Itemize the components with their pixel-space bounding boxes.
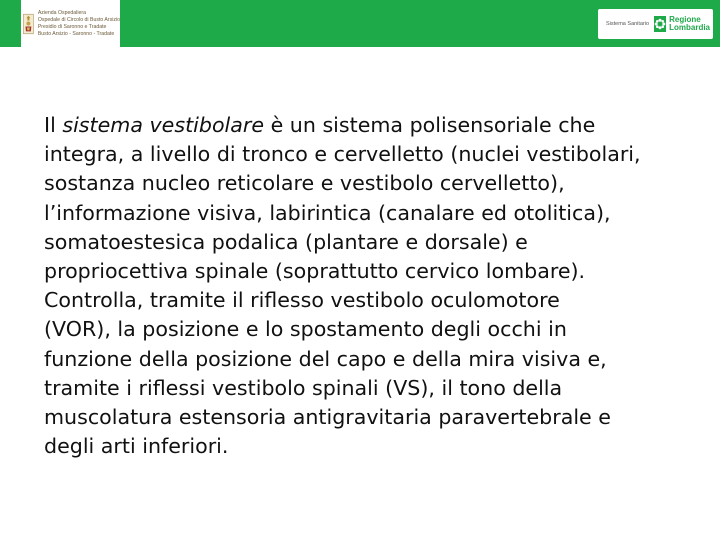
paragraph-line: l’informazione visiva, labirintica (canalare ed otolitica),: [44, 200, 611, 225]
hospital-line-2: Ospedale di Circolo di Busto Arsizio: [37, 16, 120, 23]
hospital-line-1: Azienda Ospedaliera: [37, 9, 86, 16]
paragraph-line: tramite i riflessi vestibolo spinali (VS), il tono della: [44, 375, 563, 400]
line1-prefix: Il: [44, 113, 63, 137]
paragraph-line: [44, 111, 704, 140]
paragraph-line: somatoestesica podalica (plantare e dorsale) e: [44, 229, 528, 254]
hospital-line-4: Busto Arsizio - Saronno - Tradate: [37, 30, 115, 37]
regione-label: Regione: [669, 15, 701, 24]
regione-lombardia-logo: [598, 9, 713, 39]
regione-lombardia-wordmark: [669, 16, 710, 32]
regional-crest-icon: [23, 3, 34, 45]
body-paragraph: [44, 111, 704, 461]
paragraph-line: (VOR), la posizione e lo spostamento degli occhi in: [44, 317, 567, 342]
paragraph-line: propriocettiva spinale (soprattutto cervico lombare).: [44, 259, 586, 284]
sistema-sanitario-label: Sistema Sanitario: [606, 21, 650, 27]
paragraph-line: muscolatura estensoria antigravitaria paravertebrale e: [44, 405, 611, 430]
paragraph-line: Controlla, tramite il riflesso vestibolo oculomotore: [44, 288, 560, 313]
lombardia-label: Lombardia: [669, 23, 711, 32]
hospital-name: [38, 10, 120, 38]
line1-suffix: è un sistema polisensoriale che: [264, 113, 596, 137]
regione-lombardia-rose-icon: [654, 16, 666, 32]
hospital-line-3: Presidio di Saronno e Tradate: [37, 23, 107, 30]
italic-term: sistema vestibolare: [62, 113, 265, 137]
hospital-logo: [21, 0, 120, 47]
paragraph-line: funzione della posizione del capo e della mira visiva e,: [44, 346, 607, 371]
paragraph-line: sostanza nucleo reticolare e vestibolo cervelletto),: [44, 171, 565, 196]
paragraph-line: degli arti inferiori.: [44, 434, 229, 459]
paragraph-line: integra, a livello di tronco e cervelletto (nuclei vestibolari,: [44, 142, 641, 167]
header-bar: [0, 0, 720, 47]
